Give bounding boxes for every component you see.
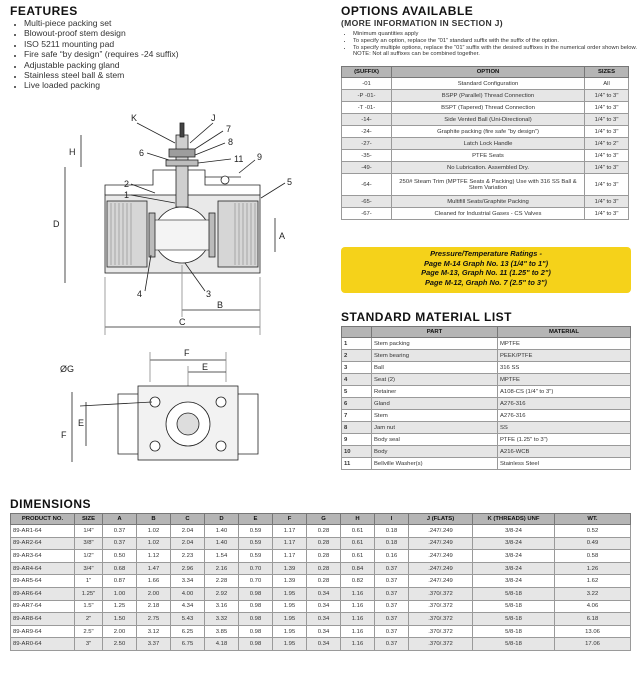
label-g: ØG xyxy=(60,364,75,374)
dimensions-row xyxy=(11,550,631,563)
dimensions-cell: 0.18 xyxy=(375,537,409,550)
dimensions-row xyxy=(11,562,631,575)
dimensions-cell: 0.98 xyxy=(239,587,273,600)
dimensions-cell: 0.98 xyxy=(239,638,273,651)
label-c: C xyxy=(179,317,186,327)
dimensions-cell: 3.34 xyxy=(171,575,205,588)
options-row: -64- 250# Steam Trim (MPTFE Seats & Packing) Use with 316 SS Ball & Stem Variation 1/4" to 3" xyxy=(342,174,629,196)
dimensions-header-cell: F xyxy=(273,514,307,525)
options-note: • To specify an option, replace the “01” standard suffix with the suffix of the option. xyxy=(353,38,640,45)
dimensions-cell: 2.23 xyxy=(171,550,205,563)
options-notes xyxy=(341,31,640,58)
dimensions-header-cell: WT. xyxy=(555,514,631,525)
dimensions-cell: 0.68 xyxy=(103,562,137,575)
dimensions-cell: 0.28 xyxy=(307,525,341,538)
materials-row: 9 Body seal PTFE (1.25" to 3") xyxy=(342,434,631,446)
dimensions-header-cell: PRODUCT NO. xyxy=(11,514,75,525)
dimensions-cell: 0.18 xyxy=(375,525,409,538)
right-end-cap xyxy=(218,201,258,267)
label-2: 2 xyxy=(124,179,130,189)
dimensions-cell: 1.5" xyxy=(75,600,103,613)
dimensions-cell: 3/8-24 xyxy=(473,562,555,575)
ratings-line: Pressure/Temperature Ratings - xyxy=(430,249,542,258)
dimensions-cell: .247/.249 xyxy=(409,550,473,563)
options-header-cell: OPTION xyxy=(392,67,585,78)
dimensions-cell: 0.37 xyxy=(375,562,409,575)
dimensions-cell: 0.34 xyxy=(307,625,341,638)
options-note: • To specify multiple options, replace the “01” suffix with the desired suffixes in the numerical order shown below. NOTE: Not all suffixes can be combined together. xyxy=(353,45,640,59)
pad-hole-4 xyxy=(216,441,226,451)
materials-row: 8 Jam nut SS xyxy=(342,422,631,434)
materials-header-row: PART MATERIAL xyxy=(342,327,631,338)
dimensions-header-cell: J (FLATS) xyxy=(409,514,473,525)
feature-item: • Adjustable packing gland xyxy=(24,60,344,70)
dimensions-cell: 0.34 xyxy=(307,587,341,600)
label-j: J xyxy=(211,113,216,123)
label-4: 4 xyxy=(137,289,143,299)
options-header-cell: (SUFFIX) xyxy=(342,67,392,78)
materials-row: 11 Bellville Washer(s) Stainless Steel xyxy=(342,458,631,470)
dimensions-cell: 6.75 xyxy=(171,638,205,651)
dimensions-cell: 1.40 xyxy=(205,525,239,538)
options-row: -T -01- BSPT (Tapered) Thread Connection 1/4" to 3" xyxy=(342,102,629,114)
dimensions-cell: 0.98 xyxy=(239,613,273,626)
seat-right xyxy=(209,213,215,257)
label-e-left: E xyxy=(78,418,85,428)
label-f-left: F xyxy=(61,430,67,440)
dimensions-cell: 0.87 xyxy=(103,575,137,588)
dimensions-row xyxy=(11,537,631,550)
materials-table xyxy=(341,326,631,470)
features-list xyxy=(10,18,344,91)
materials-row: 2 Stem bearing PEEK/PTFE xyxy=(342,350,631,362)
dimensions-title: DIMENSIONS xyxy=(10,497,92,511)
dimensions-cell: 1.39 xyxy=(273,575,307,588)
dimensions-cell: 1.25 xyxy=(103,600,137,613)
gland-shape xyxy=(166,160,198,166)
dimensions-cell: 1.16 xyxy=(341,600,375,613)
feature-item: • Live loaded packing xyxy=(24,80,344,90)
leader-8 xyxy=(195,143,225,155)
dimensions-cell: 1.02 xyxy=(137,525,171,538)
dimensions-cell: 2.00 xyxy=(103,625,137,638)
dimensions-cell: 1.95 xyxy=(273,638,307,651)
dimensions-cell: 1.54 xyxy=(205,550,239,563)
dimensions-cell: 2.96 xyxy=(171,562,205,575)
dimensions-cell: 3.16 xyxy=(205,600,239,613)
dimensions-table xyxy=(10,513,631,651)
dimensions-cell: 1.16 xyxy=(341,625,375,638)
options-header-row xyxy=(342,67,629,78)
options-row: -67- Cleaned for Industrial Gases - CS Valves 1/4" to 3" xyxy=(342,208,629,220)
dimensions-header-cell: B xyxy=(137,514,171,525)
label-d: D xyxy=(53,219,60,229)
dimensions-cell: 2.16 xyxy=(205,562,239,575)
end-right-flange xyxy=(238,394,258,454)
feature-item: • Multi-piece packing set xyxy=(24,18,344,28)
dimensions-cell: 0.70 xyxy=(239,575,273,588)
dimensions-cell: 0.34 xyxy=(307,600,341,613)
dimensions-header-cell: H xyxy=(341,514,375,525)
dimensions-cell: 5/8-18 xyxy=(473,587,555,600)
dimensions-cell: 2.5" xyxy=(75,625,103,638)
options-header-cell: SIZES xyxy=(585,67,629,78)
dimensions-cell: 0.52 xyxy=(555,525,631,538)
dimensions-cell: 0.37 xyxy=(375,625,409,638)
label-e-top: E xyxy=(202,362,209,372)
options-row: -49- No Lubrication. Assembled Dry. 1/4" to 3" xyxy=(342,162,629,174)
dimensions-cell: 0.37 xyxy=(375,638,409,651)
pad-hole-2 xyxy=(216,397,226,407)
dimensions-header-cell: C xyxy=(171,514,205,525)
valve-section-drawing xyxy=(45,105,330,340)
dimensions-cell: 5.43 xyxy=(171,613,205,626)
dimensions-cell: 1.66 xyxy=(137,575,171,588)
dimensions-cell: 0.58 xyxy=(555,550,631,563)
dimensions-cell: 0.61 xyxy=(341,537,375,550)
dimensions-cell: 1.47 xyxy=(137,562,171,575)
dimensions-cell: 4.34 xyxy=(171,600,205,613)
ratings-line: Page M-12, Graph No. 7 (2.5" to 3") xyxy=(425,277,547,287)
dimensions-header-cell: K (THREADS) UNF xyxy=(473,514,555,525)
dimensions-cell: 89-AR2-64 xyxy=(11,537,75,550)
leader-6 xyxy=(147,153,169,160)
dimensions-cell: 1.95 xyxy=(273,613,307,626)
dimensions-row xyxy=(11,575,631,588)
leader-11 xyxy=(198,159,231,163)
dimensions-cell: 0.61 xyxy=(341,525,375,538)
dimensions-header-cell: SIZE xyxy=(75,514,103,525)
options-subtitle: (MORE INFORMATION IN SECTION J) xyxy=(341,18,503,28)
dimensions-cell: 5/8-18 xyxy=(473,613,555,626)
dimensions-cell: 3" xyxy=(75,638,103,651)
materials-row: 1 Stem packing MPTFE xyxy=(342,338,631,350)
dimensions-cell: 3/8" xyxy=(75,537,103,550)
dimensions-cell: 2" xyxy=(75,613,103,626)
label-h: H xyxy=(69,147,76,157)
stem-top xyxy=(180,123,184,137)
label-9: 9 xyxy=(257,152,263,162)
dimensions-cell: 1.16 xyxy=(341,638,375,651)
label-11: 11 xyxy=(234,154,244,164)
dimensions-cell: 3/8-24 xyxy=(473,537,555,550)
dimensions-cell: 1.40 xyxy=(205,537,239,550)
dimensions-cell: 5/8-18 xyxy=(473,625,555,638)
dimensions-cell: 5/8-18 xyxy=(473,600,555,613)
feature-item: • Blowout-proof stem design xyxy=(24,28,344,38)
dimensions-cell: 0.50 xyxy=(103,550,137,563)
dimensions-cell: 1.25" xyxy=(75,587,103,600)
dimensions-cell: 0.37 xyxy=(103,537,137,550)
dimensions-cell: 89-AR1-64 xyxy=(11,525,75,538)
dimensions-cell: .247/.249 xyxy=(409,562,473,575)
dimensions-cell: 3.37 xyxy=(137,638,171,651)
dimensions-cell: 1.95 xyxy=(273,587,307,600)
stem-shape xyxy=(176,135,188,207)
dimensions-cell: 1.02 xyxy=(137,537,171,550)
dimensions-header-row xyxy=(11,514,631,525)
label-8: 8 xyxy=(228,137,234,147)
dimensions-row xyxy=(11,613,631,626)
dimensions-cell: 0.98 xyxy=(239,600,273,613)
dimensions-cell: .370/.372 xyxy=(409,600,473,613)
dimensions-cell: 1.16 xyxy=(341,613,375,626)
ball-bore xyxy=(153,220,211,250)
dimensions-cell: 1/4" xyxy=(75,525,103,538)
dimensions-cell: 0.61 xyxy=(341,550,375,563)
dimensions-cell: 1.16 xyxy=(341,587,375,600)
dimensions-cell: 3.22 xyxy=(555,587,631,600)
dimensions-cell: 1.95 xyxy=(273,625,307,638)
dimensions-cell: 0.34 xyxy=(307,613,341,626)
options-row: -14- Side Vented Ball (Uni-Directional) 1/4" to 3" xyxy=(342,114,629,126)
dimensions-cell: 0.59 xyxy=(239,537,273,550)
dimensions-header-cell: I xyxy=(375,514,409,525)
dimensions-cell: 2.28 xyxy=(205,575,239,588)
dimensions-cell: 0.28 xyxy=(307,575,341,588)
dimensions-cell: 0.37 xyxy=(375,600,409,613)
dimensions-cell: 3.12 xyxy=(137,625,171,638)
ratings-banner xyxy=(341,247,631,293)
dimensions-cell: .370/.372 xyxy=(409,587,473,600)
options-row: -35- PTFE Seats 1/4" to 3" xyxy=(342,150,629,162)
options-note: • Minimum quantities apply xyxy=(353,31,640,38)
ratings-line: Page M-14 Graph No. 13 (1/4" to 1") xyxy=(423,258,549,268)
features-title: FEATURES xyxy=(10,4,78,18)
label-3: 3 xyxy=(206,289,212,299)
options-row: -65- Multifill Seats/Graphite Packing 1/4" to 3" xyxy=(342,196,629,208)
dimensions-cell: 0.84 xyxy=(341,562,375,575)
pad-hole xyxy=(221,176,229,184)
dimensions-cell: .370/.372 xyxy=(409,613,473,626)
dimensions-cell: 1.17 xyxy=(273,537,307,550)
dimensions-cell: 1.39 xyxy=(273,562,307,575)
dimensions-cell: 1.12 xyxy=(137,550,171,563)
dimensions-cell: 0.49 xyxy=(555,537,631,550)
dimensions-header-cell: D xyxy=(205,514,239,525)
leader-5 xyxy=(261,183,285,198)
stem-end xyxy=(177,413,199,435)
materials-row: 7 Stem A276-316 xyxy=(342,410,631,422)
dimensions-cell: 4.06 xyxy=(555,600,631,613)
dimensions-cell: 1.50 xyxy=(103,613,137,626)
feature-item: • ISO 5211 mounting pad xyxy=(24,39,344,49)
dimensions-cell: 0.37 xyxy=(375,587,409,600)
pad-hole-3 xyxy=(150,441,160,451)
dimensions-cell: 3/8-24 xyxy=(473,575,555,588)
ratings-line: Page M-13, Graph No. 11 (1.25" to 2") xyxy=(421,268,551,278)
dimensions-cell: 1/2" xyxy=(75,550,103,563)
dimensions-cell: .370/.372 xyxy=(409,638,473,651)
dimensions-cell: 3.32 xyxy=(205,613,239,626)
feature-item: • Fire safe “by design” (requires -24 suffix) xyxy=(24,49,344,59)
options-table xyxy=(341,66,629,220)
dimensions-cell: 89-AR4-64 xyxy=(11,562,75,575)
dimensions-cell: 89-AR0-64 xyxy=(11,638,75,651)
dimensions-cell: 89-AR6-64 xyxy=(11,587,75,600)
valve-end-view-drawing xyxy=(50,342,300,490)
dimensions-cell: 0.59 xyxy=(239,550,273,563)
dimensions-cell: .247/.249 xyxy=(409,537,473,550)
dimensions-cell: 0.28 xyxy=(307,537,341,550)
dimensions-row xyxy=(11,625,631,638)
label-1: 1 xyxy=(124,190,130,200)
dimensions-cell: 2.92 xyxy=(205,587,239,600)
options-title: OPTIONS AVAILABLE xyxy=(341,4,474,18)
dimensions-cell: 6.18 xyxy=(555,613,631,626)
dimensions-cell: 2.18 xyxy=(137,600,171,613)
dimensions-cell: 13.06 xyxy=(555,625,631,638)
options-row: -P -01- BSPP (Parallel) Thread Connection 1/4" to 3" xyxy=(342,90,629,102)
materials-title: STANDARD MATERIAL LIST xyxy=(341,310,512,324)
dimensions-cell: 89-AR8-64 xyxy=(11,613,75,626)
label-b: B xyxy=(217,300,224,310)
dimensions-cell: 3.85 xyxy=(205,625,239,638)
dimensions-cell: 3/4" xyxy=(75,562,103,575)
dimensions-cell: 0.59 xyxy=(239,525,273,538)
dimensions-cell: 2.04 xyxy=(171,537,205,550)
dimensions-cell: 1.62 xyxy=(555,575,631,588)
label-f-top: F xyxy=(184,348,190,358)
dimensions-cell: 0.82 xyxy=(341,575,375,588)
dimensions-cell: 0.28 xyxy=(307,562,341,575)
dimensions-row xyxy=(11,600,631,613)
dimensions-row xyxy=(11,587,631,600)
dimensions-row xyxy=(11,638,631,651)
label-7: 7 xyxy=(226,124,232,134)
leader-7 xyxy=(195,131,223,149)
dimensions-cell: .247/.249 xyxy=(409,575,473,588)
dimensions-cell: 2.04 xyxy=(171,525,205,538)
dimensions-header-cell: E xyxy=(239,514,273,525)
jam-nut-shape xyxy=(169,149,195,157)
materials-row: 6 Gland A276-316 xyxy=(342,398,631,410)
dimensions-cell: 0.37 xyxy=(375,613,409,626)
dimensions-cell: 89-AR5-64 xyxy=(11,575,75,588)
options-row: -01 Standard Configuration All xyxy=(342,78,629,90)
materials-row: 4 Seat (2) MPTFE xyxy=(342,374,631,386)
dimensions-cell: 17.06 xyxy=(555,638,631,651)
dimensions-cell: 1.17 xyxy=(273,550,307,563)
dimensions-cell: 0.70 xyxy=(239,562,273,575)
seat-left xyxy=(149,213,155,257)
dimensions-cell: 4.18 xyxy=(205,638,239,651)
dimensions-cell: 89-AR7-64 xyxy=(11,600,75,613)
leader-k xyxy=(137,123,175,143)
options-row: -27- Latch Lock Handle 1/4" to 2" xyxy=(342,138,629,150)
options-row: -24- Graphite packing (fire safe “by design”) 1/4" to 3" xyxy=(342,126,629,138)
dimensions-cell: .247/.249 xyxy=(409,525,473,538)
dimensions-cell: 5/8-18 xyxy=(473,638,555,651)
dimensions-cell: 0.16 xyxy=(375,550,409,563)
materials-row: 3 Ball 316 SS xyxy=(342,362,631,374)
dimensions-cell: 0.98 xyxy=(239,625,273,638)
dimensions-cell: 1.26 xyxy=(555,562,631,575)
dimensions-cell: 3/8-24 xyxy=(473,525,555,538)
label-k: K xyxy=(131,113,138,123)
label-5: 5 xyxy=(287,177,293,187)
dimensions-cell: 1.95 xyxy=(273,600,307,613)
dimensions-cell: 89-AR9-64 xyxy=(11,625,75,638)
materials-row: 5 Retainer A108-CS (1/4" to 3") xyxy=(342,386,631,398)
dimensions-header-cell: A xyxy=(103,514,137,525)
dimensions-cell: .370/.372 xyxy=(409,625,473,638)
dimensions-cell: 1" xyxy=(75,575,103,588)
dimensions-cell: 6.25 xyxy=(171,625,205,638)
dimensions-cell: 0.37 xyxy=(375,575,409,588)
dimensions-cell: 89-AR3-64 xyxy=(11,550,75,563)
dimensions-cell: 4.00 xyxy=(171,587,205,600)
dimensions-cell: 2.00 xyxy=(137,587,171,600)
dimensions-cell: 0.34 xyxy=(307,638,341,651)
dimensions-cell: 0.28 xyxy=(307,550,341,563)
feature-item: • Stainless steel ball & stem xyxy=(24,70,344,80)
dimensions-cell: 1.17 xyxy=(273,525,307,538)
label-6: 6 xyxy=(139,148,145,158)
dimensions-header-cell: G xyxy=(307,514,341,525)
dimensions-cell: 3/8-24 xyxy=(473,550,555,563)
dimensions-cell: 0.37 xyxy=(103,525,137,538)
dimensions-cell: 2.50 xyxy=(103,638,137,651)
label-a: A xyxy=(279,231,286,241)
dimensions-row xyxy=(11,525,631,538)
dimensions-cell: 2.75 xyxy=(137,613,171,626)
materials-row: 10 Body A216-WCB xyxy=(342,446,631,458)
dimensions-cell: 1.00 xyxy=(103,587,137,600)
